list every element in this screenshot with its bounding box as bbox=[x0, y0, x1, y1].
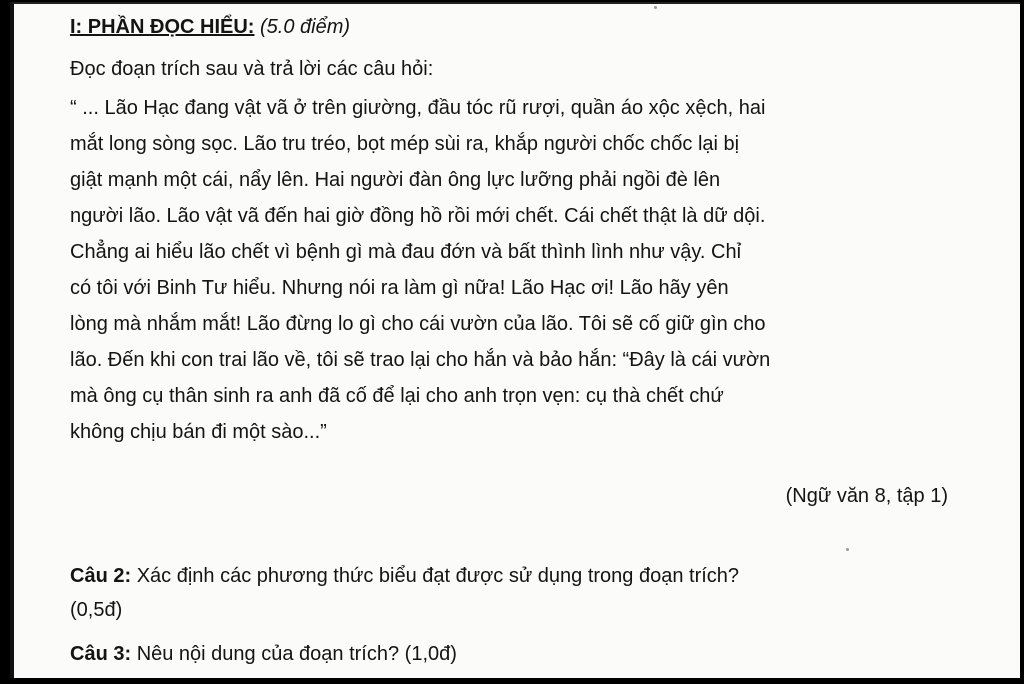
question-3-label: Câu 3: bbox=[70, 643, 132, 665]
source-citation: (Ngữ văn 8, tập 1) bbox=[785, 485, 948, 507]
passage-line: mắt long sòng sọc. Lão tru tréo, bọt mép sùi ra, khắp người chốc chốc lại bị bbox=[70, 133, 740, 155]
question-3 bbox=[70, 640, 457, 668]
passage-line: “ ... Lão Hạc đang vật vã ở trên giường, đầu tóc rũ rượi, quần áo xộc xệch, hai bbox=[70, 97, 766, 119]
section-title: I: PHẦN ĐỌC HIỂU: bbox=[70, 16, 255, 38]
passage-line: giật mạnh một cái, nẩy lên. Hai người đàn ông lực lưỡng phải ngồi đè lên bbox=[70, 169, 721, 191]
question-2-points: (0,5đ) bbox=[70, 599, 123, 621]
section-points: (5.0 điểm) bbox=[260, 16, 351, 38]
question-3-text: Nêu nội dung của đoạn trích? (1,0đ) bbox=[136, 643, 457, 665]
document-page bbox=[10, 2, 1020, 678]
paper-speck bbox=[654, 6, 657, 9]
passage-line: không chịu bán đi một sào...” bbox=[70, 421, 327, 443]
passage-line: người lão. Lão vật vã đến hai giờ đồng hồ rồi mới chết. Cái chết thật là dữ dội. bbox=[70, 205, 766, 227]
section-heading bbox=[70, 14, 350, 40]
passage-line: lão. Đến khi con trai lão về, tôi sẽ trao lại cho hắn và bảo hắn: “Đây là cái vườn bbox=[70, 349, 771, 371]
passage-line: có tôi với Binh Tư hiểu. Nhưng nói ra làm gì nữa! Lão Hạc ơi! Lão hãy yên bbox=[70, 277, 729, 299]
question-2-text: Xác định các phương thức biểu đạt được sử dụng trong đoạn trích? bbox=[136, 565, 740, 587]
passage-line: Chẳng ai hiểu lão chết vì bệnh gì mà đau đớn và bất thình lình như vậy. Chỉ bbox=[70, 241, 742, 263]
paper-speck bbox=[846, 548, 849, 551]
question-2-label: Câu 2: bbox=[70, 565, 132, 587]
question-2 bbox=[70, 562, 739, 590]
instruction-text: Đọc đoạn trích sau và trả lời các câu hỏi: bbox=[70, 58, 434, 80]
passage-line: mà ông cụ thân sinh ra anh đã cố để lại cho anh trọn vẹn: cụ thà chết chứ bbox=[70, 385, 724, 407]
passage-line: lòng mà nhắm mắt! Lão đừng lo gì cho cái vườn của lão. Tôi sẽ cố giữ gìn cho bbox=[70, 313, 766, 335]
passage bbox=[70, 90, 954, 450]
